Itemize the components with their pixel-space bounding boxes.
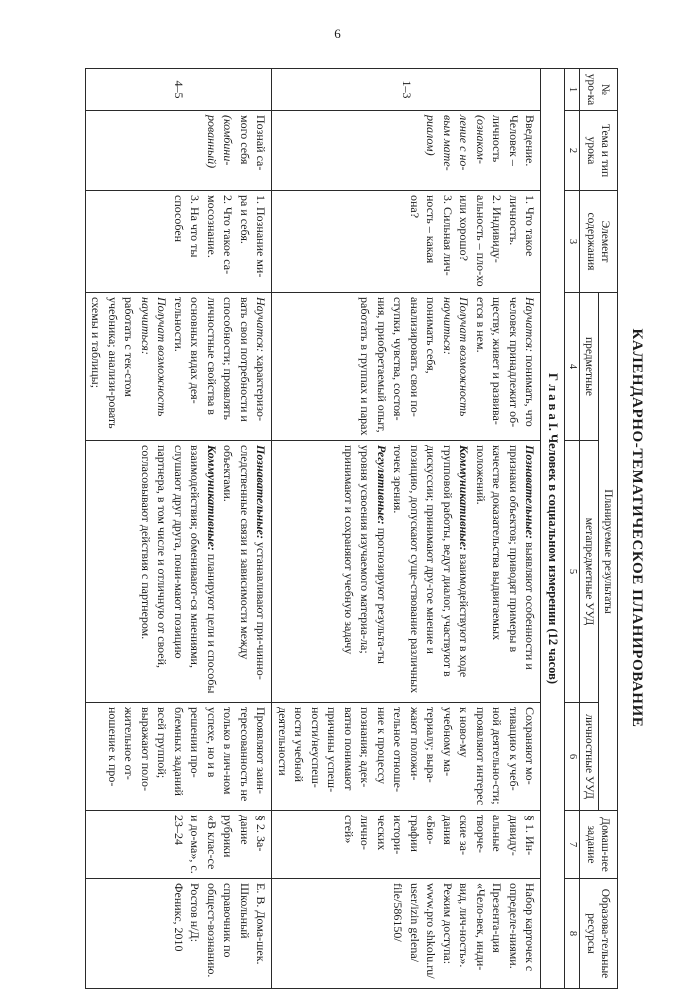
meta-lead: Познавательные: [523, 445, 538, 539]
content-elements [86, 191, 273, 293]
header-homework: Домаш-нее задание [580, 811, 618, 879]
content-item: 1. Что такое личность. [507, 195, 538, 257]
header-content: Элемент содержания [580, 191, 618, 293]
subject-lead: Научатся: [523, 297, 538, 353]
column-number: 7 [565, 811, 580, 879]
meta-lead: Познавательные: [254, 445, 269, 539]
column-number: 6 [565, 703, 580, 811]
content-item: 2. Индивиду-альность – пло-хо или хорошо? [457, 195, 505, 287]
planning-table [85, 68, 618, 989]
content-item: 1. Познание ми-ра и себя. [238, 195, 269, 278]
column-number: 4 [565, 293, 580, 441]
meta-text: планируют цели и способы взаимодействия; обменивают-ся мнениями, слушают друг друга, пони-мают позицию партнера, в том числе и отличную от своей, согласовывают действия с партнером. [139, 445, 219, 694]
subject-text: работать с тек-стом учебника; анализи-ровать схемы и таблицы; [89, 297, 137, 429]
topic-type: (комбини-рованный) [205, 115, 236, 169]
meta-lead: Коммуникативные: [205, 445, 219, 551]
header-resources: Образова-тельные ресурсы [580, 879, 618, 989]
header-topic: Тема и тип урока [580, 111, 618, 191]
header-subject: предметные [580, 293, 599, 441]
content-elements [272, 191, 541, 293]
homework: § 1. Ин-дивиду-альные творче-ские за-дания «Био-графии истори-ческих лично-стей» [272, 811, 541, 879]
topic-name: Познай са-мого себя [238, 115, 269, 171]
subject-lead: Получат возможность научиться: [139, 297, 170, 417]
table-row [86, 69, 273, 989]
column-number: 1 [565, 69, 580, 111]
chapter-title: Г л а в а I. Человек в социальном измерении (12 часов) [541, 69, 565, 989]
rotated-page-content [40, 68, 652, 988]
subject-lead: Научатся: [254, 297, 269, 353]
header-personal: личностные УУД [580, 703, 599, 811]
subject-text: характеризо-вать свои потребности и способности; проявлять личностные свойства в основных видах дея-тельности. [172, 297, 269, 422]
lesson-topic [86, 111, 273, 191]
content-item: 2. Что такое са-мосознание. [205, 195, 236, 275]
page-number: 6 [334, 26, 341, 41]
chapter-row [541, 69, 565, 989]
document-title: КАЛЕНДАРНО-ТЕМАТИЧЕСКОЕ ПЛАНИРОВАНИЕ [629, 328, 645, 728]
subject-results [272, 293, 541, 441]
topic-type: (ознаком-ление с но-вым мате-риалом) [424, 115, 488, 171]
lesson-number: 4–5 [86, 69, 273, 111]
personal-results: Сохраняют мо-тивацию к учеб-ной деятельно-сти; проявляют интерес к ново-му учебному ма-териалу; выра-жают положи-тельное отноше-ние к процессу познания; адек-ватно понимают причины успеш-ности/неуспеш-ности учебной деятельности [272, 703, 541, 811]
meta-results [272, 441, 541, 703]
column-numbers-row [565, 69, 580, 989]
meta-results [86, 441, 273, 703]
header-planned-results: Планируемые результаты [599, 293, 618, 811]
column-number: 8 [565, 879, 580, 989]
column-number: 2 [565, 111, 580, 191]
subject-lead: Получат возможность научиться: [441, 297, 472, 417]
lesson-topic [272, 111, 541, 191]
lesson-number: 1–3 [272, 69, 541, 111]
topic-name: Введение. Человек – личность [490, 115, 538, 167]
header-meta: метапредметные УУД [580, 441, 599, 703]
header-row-1 [599, 69, 618, 989]
resources: Набор карточек с определе-ниями. Презента-ция «Чело-век, инди-вид, лич-ность». Режим доступа: www.pro shkolu.ru/ user/izin gelena/ file/586150/ [272, 879, 541, 989]
subject-text: понимать себя, анализировать свои по-ступки, чувства, состоя-ния, приобретаемый опыт, работать в группах и парах [358, 297, 439, 436]
meta-lead: Регулятивные: [375, 445, 389, 525]
meta-text: выявляют особенности и признаки объектов; приводят примеры в качестве доказательства выдвигаемых положений. [474, 445, 538, 670]
meta-lead: Коммуникативные: [457, 445, 472, 551]
homework: § 2. За-дание рубрики «В клас-се и до-ма», с. 23–24 [86, 811, 273, 879]
column-number: 3 [565, 191, 580, 293]
column-number: 5 [565, 441, 580, 703]
content-item: 3. Сильная лич-ность – какая она? [408, 195, 455, 276]
resources: Е. В. Дома-шек. Школьный справочник по общест-вознанию. Ростов н/Д: Феникс, 2010 [86, 879, 273, 989]
subject-text: понимать, что человек принадлежит об-ществу, живет и развива-ется в нем. [474, 297, 538, 428]
meta-text: прогнозируют результа-ты уровня усвоения изучаемого материа-ла; принимают и сохраняют учебную задачу [342, 445, 389, 664]
header-lesson-number: № уро-ка [580, 69, 618, 111]
meta-text: устанавливают при-чинно-следственные связи и зависимости между объектами. [221, 445, 269, 680]
content-item: 3. На что ты способен [172, 195, 203, 258]
personal-results: Проявляют заин-тересованность не только в лич-ном успехе, но и в решении про-блемных заданий всей группой; выражают поло-жительное от-ношение к про- [86, 703, 273, 811]
meta-text: взаимодействуют в ходе групповой работы, ведут диалог, участвуют в дискуссии; принимают дру-гое мнение и позицию, допускают суще-ствование различных точек зрения. [391, 445, 472, 694]
subject-results [86, 293, 273, 441]
table-row [272, 69, 541, 989]
